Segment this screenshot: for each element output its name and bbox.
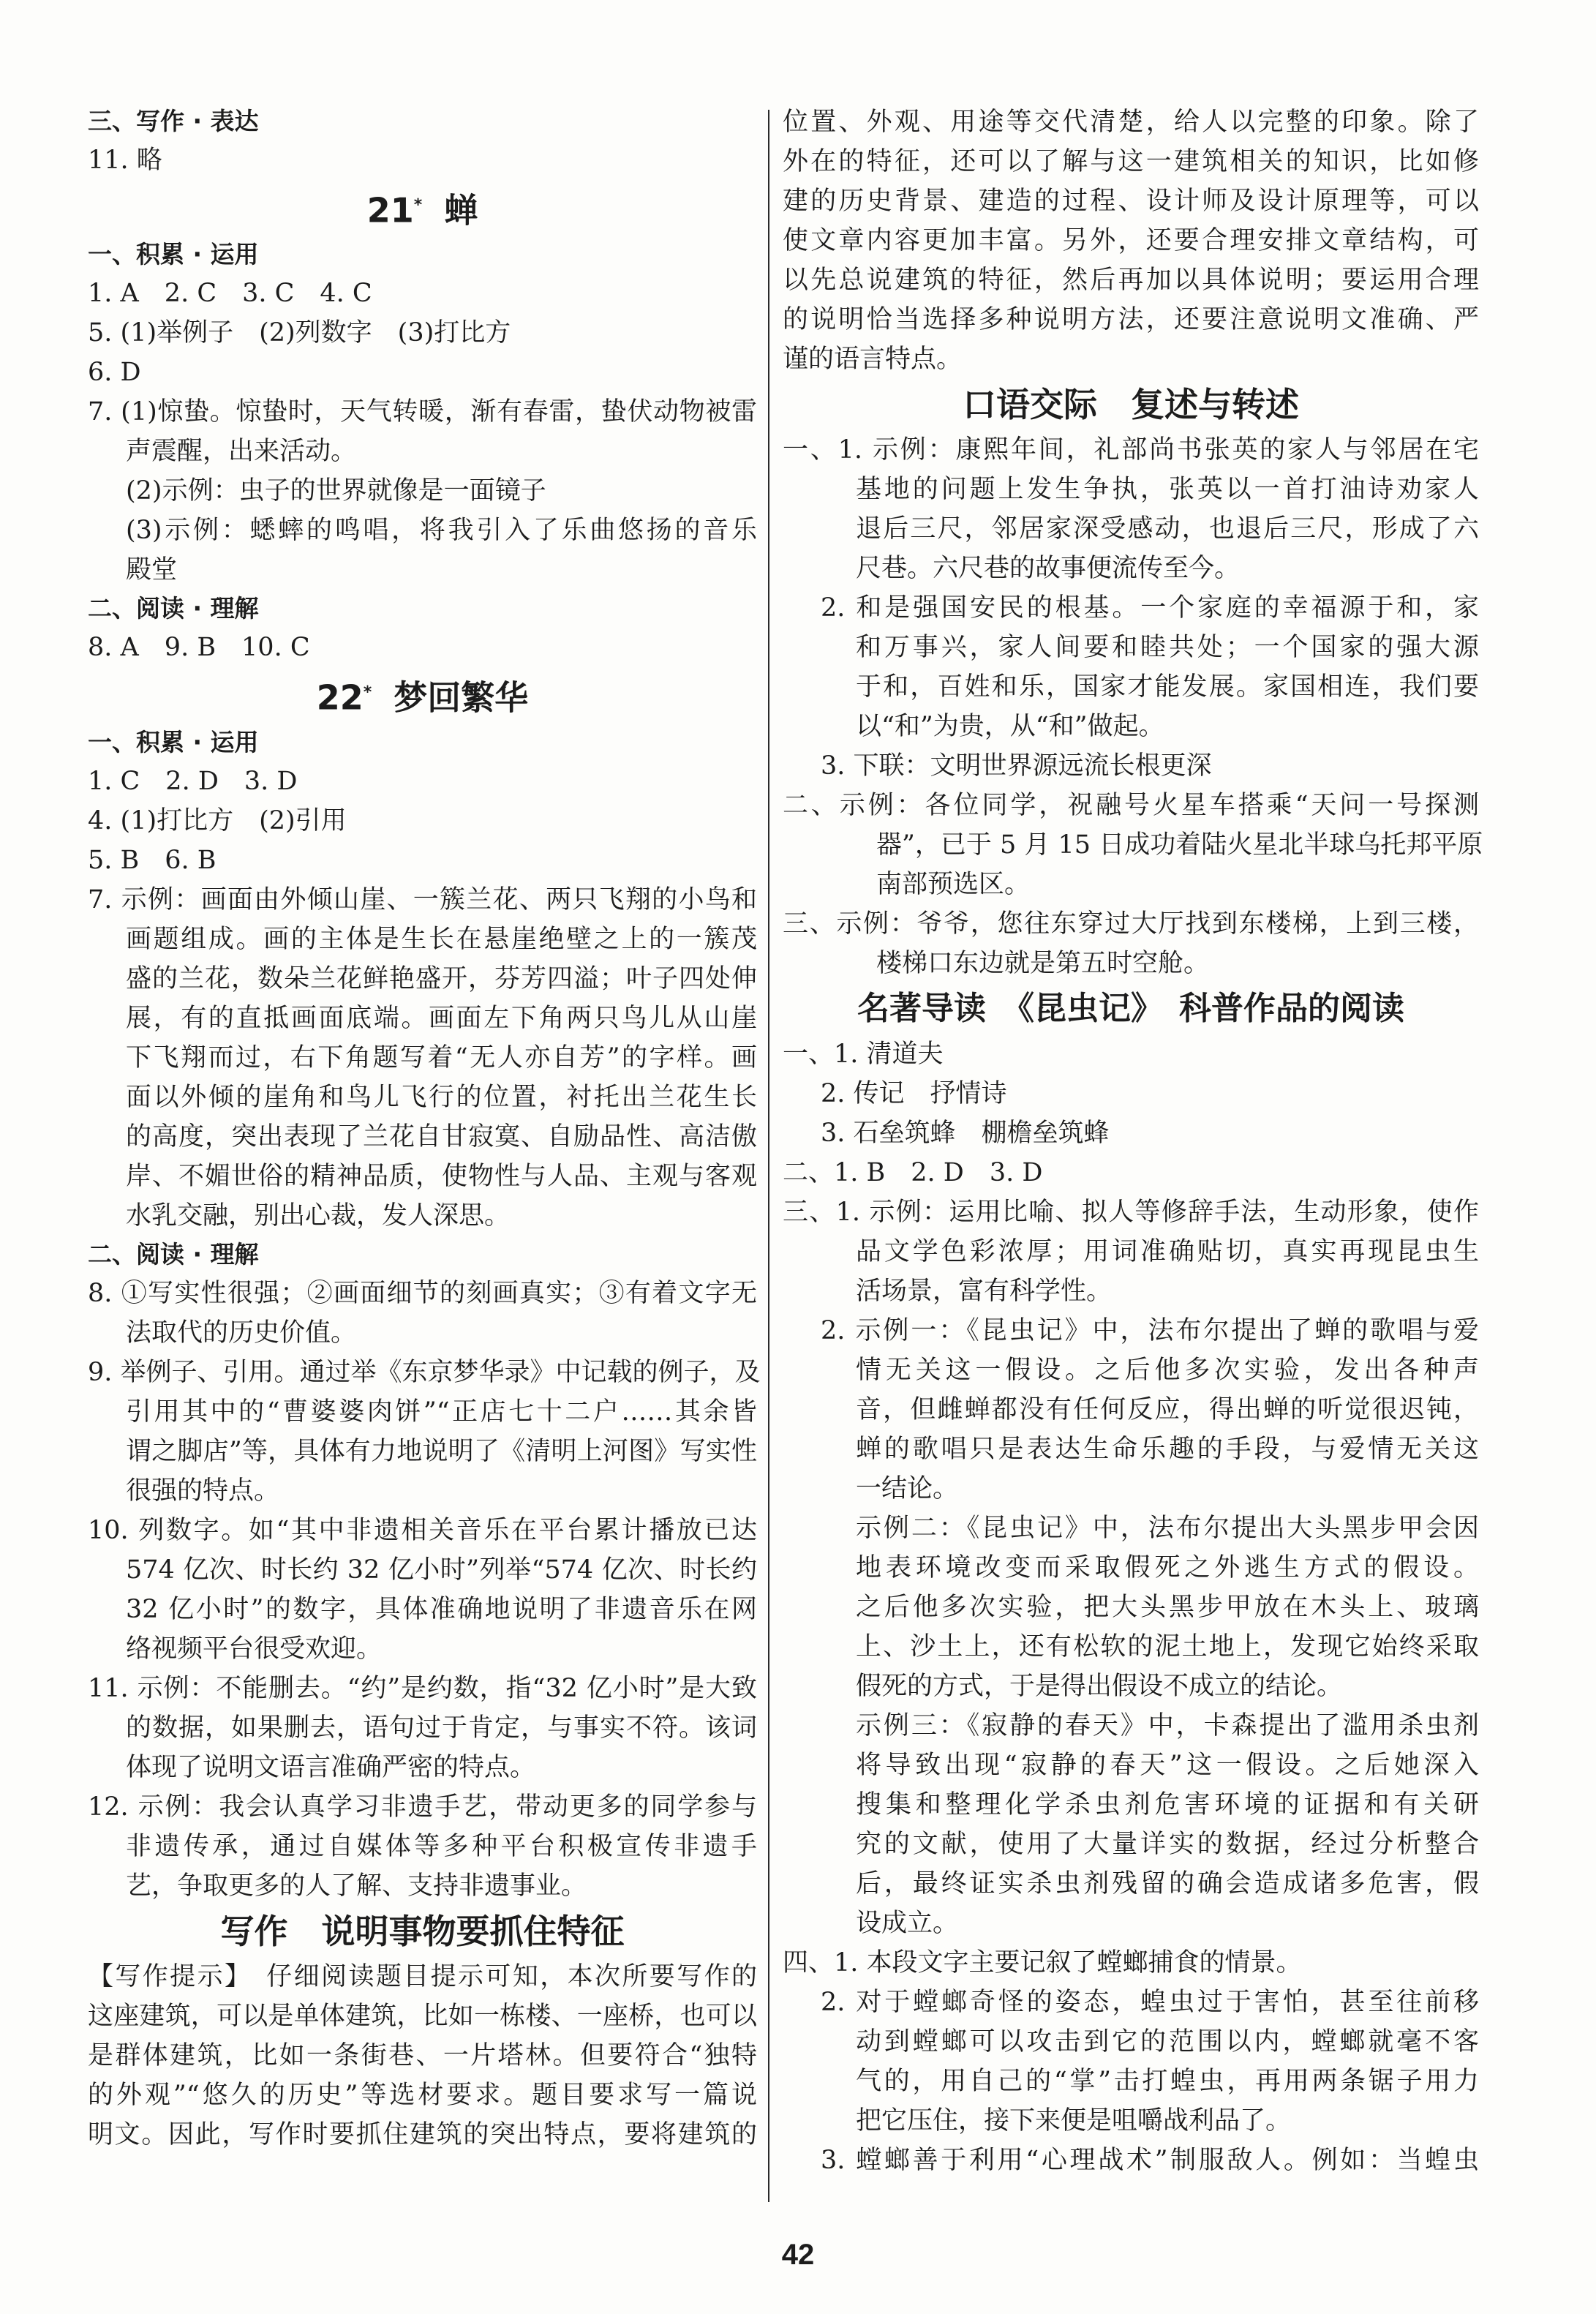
- lesson-name: 蝉: [444, 190, 478, 230]
- text-line: 情无关这一假设。之后他多次实验，发出各种声: [856, 1356, 1479, 1385]
- text-line: 艺，争取更多的人了解、支持非遗事业。: [126, 1871, 587, 1901]
- text-line: 声震醒，出来活动。: [126, 437, 357, 467]
- text-line: 音，但雌蝉都没有任何反应，得出蝉的听觉很迟钝，: [856, 1395, 1479, 1424]
- text-line: 非遗传承，通过自媒体等多种平台积极宣传非遗手: [126, 1831, 757, 1861]
- text-line: 楼梯口东边就是第五时空舱。: [876, 949, 1210, 978]
- text-line: 究的文献，使用了大量详实的数据，经过分析整合: [856, 1830, 1479, 1859]
- text-line: 的高度，突出表现了兰花自甘寂寞、自励品性、高洁傲: [126, 1122, 757, 1152]
- text-line: 法取代的历史价值。: [126, 1318, 357, 1348]
- lesson-name: 梦回繁华: [394, 677, 529, 718]
- section-heading: 一、积累 · 运用: [88, 727, 259, 756]
- text-line: 二、1. B 2. D 3. D: [783, 1158, 1043, 1187]
- text-line: 二、示例：各位同学，祝融号火星车搭乘“天问一号探测: [783, 791, 1479, 820]
- text-line: 体现了说明文语言准确严密的特点。: [126, 1752, 536, 1782]
- text-line: 络视频平台很受欢迎。: [126, 1634, 383, 1664]
- text-line: 的外观”“悠久的历史”等选材要求。题目要求写一篇说: [88, 2080, 757, 2110]
- text-line: 5. (1)举例子 (2)列数字 (3)打比方: [88, 318, 511, 348]
- lesson-title: [88, 667, 757, 723]
- text-line: 的说明恰当选择多种说明方法，还要注意说明文准确、严: [783, 305, 1479, 334]
- text-line: 2. 传记 抒情诗: [821, 1079, 1007, 1108]
- text-line: 建的历史背景、建造的过程、设计师及设计原理等，可以: [783, 187, 1479, 216]
- text-line: 外在的特征，还可以了解与这一建筑相关的知识，比如修: [783, 147, 1479, 176]
- text-line: 搜集和整理化学杀虫剂危害环境的证据和有关研: [856, 1790, 1479, 1819]
- text-line: (2)示例：虫子的世界就像是一面镜子: [126, 476, 546, 506]
- text-line: 水乳交融，别出心裁，发人深思。: [126, 1201, 511, 1231]
- text-line: 品文学色彩浓厚；用词准确贴切，真实再现昆虫生: [856, 1237, 1479, 1266]
- section-heading: 一、积累 · 运用: [88, 240, 259, 269]
- text-line: 一结论。: [856, 1474, 959, 1503]
- lesson-mark: *: [413, 196, 423, 214]
- text-line: 南部预选区。: [876, 870, 1031, 899]
- text-line: 4. (1)打比方 (2)引用: [88, 805, 347, 835]
- text-line: 地表环境改变而采取假死之外逃生方式的假设。: [856, 1553, 1479, 1582]
- text-line: 7. (1)惊蛰。惊蛰时，天气转暖，渐有春雷，蛰伏动物被雷: [88, 397, 757, 427]
- text-line: 殿堂: [126, 555, 178, 585]
- text-line: 3. 下联：文明世界源远流长根更深: [821, 751, 1212, 781]
- text-line: (3)示例：蟋蟀的鸣唱，将我引入了乐曲悠扬的音乐: [126, 516, 757, 546]
- text-line: 12. 示例：我会认真学习非遗手艺，带动更多的同学参与: [88, 1792, 757, 1822]
- text-line: 11. 略: [88, 146, 162, 175]
- text-line: 将导致出现“寂静的春天”这一假设。之后她深入: [856, 1751, 1479, 1780]
- page-number: 42: [781, 2239, 815, 2271]
- text-line: 基地的问题上发生争执，张英以一首打油诗劝家人: [856, 475, 1479, 504]
- text-line: 8. A 9. B 10. C: [88, 633, 310, 663]
- text-line: 退后三尺，邻居家深受感动，也退后三尺，形成了六: [856, 514, 1479, 544]
- text-line: 之后他多次实验，把大头黑步甲放在木头上、玻璃: [856, 1593, 1479, 1622]
- text-line: 10. 列数字。如“其中非遗相关音乐在平台累计播放已达: [88, 1515, 757, 1545]
- text-line: 示例二：《昆虫记》中，法布尔提出大头黑步甲会因: [856, 1514, 1479, 1543]
- text-line: 谓之脚店”等，具体有力地说明了《清明上河图》写实性: [126, 1436, 757, 1466]
- right-column: [783, 102, 1483, 2180]
- lesson-number: 22: [316, 677, 364, 718]
- text-line: 【写作提示】 仔细阅读题目提示可知，本次所要写作的: [88, 1961, 757, 1991]
- text-line: 盛的兰花，数朵兰花鲜艳盛开，芬芳四溢；叶子四处伸: [126, 963, 757, 993]
- text-line: 动到螳螂可以攻击到它的范围以内，螳螂就毫不客: [856, 2027, 1479, 2056]
- section-heading: 二、阅读 · 理解: [88, 1239, 259, 1269]
- section-heading: 二、阅读 · 理解: [88, 594, 259, 623]
- lesson-title: 名著导读 《昆虫记》 科普作品的阅读: [857, 990, 1404, 1027]
- text-line: 面以外倾的崖角和鸟儿飞行的位置，衬托出兰花生长: [126, 1082, 757, 1112]
- column-divider: [768, 110, 769, 2202]
- text-line: 示例三：《寂静的春天》中，卡森提出了滥用杀虫剂: [856, 1711, 1479, 1740]
- text-line: 的数据，如果删去，语句过于肯定，与事实不符。该词: [126, 1713, 757, 1743]
- text-line: 四、1. 本段文字主要记叙了螳螂捕食的情景。: [783, 1948, 1302, 1977]
- text-line: 三、示例：爷爷，您往东穿过大厅找到东楼梯，上到三楼，: [783, 909, 1479, 939]
- text-line: 谨的语言特点。: [783, 345, 963, 374]
- lesson-title: 口语交际 复述与转述: [963, 385, 1299, 424]
- text-line: 和万事兴，家人间要和睦共处；一个国家的强大源: [856, 633, 1479, 662]
- lesson-mark: *: [363, 683, 372, 702]
- text-line: 以“和”为贵，从“和”做起。: [856, 712, 1164, 741]
- text-line: 设成立。: [856, 1909, 959, 1938]
- text-line: 于和，百姓和乐，国家才能发展。家国相连，我们要: [856, 672, 1479, 702]
- text-line: 1. A 2. C 3. C 4. C: [88, 279, 372, 309]
- text-line: 是群体建筑，比如一条街巷、一片塔林。但要符合“独特: [88, 2040, 757, 2070]
- text-line: 很强的特点。: [126, 1476, 280, 1506]
- text-line: 一、1. 示例：康熙年间，礼部尚书张英的家人与邻居在宅: [783, 435, 1479, 465]
- text-line: 7. 示例：画面由外倾山崖、一簇兰花、两只飞翔的小鸟和: [88, 884, 757, 914]
- text-line: 引用其中的“曹婆婆肉饼”“正店七十二户……其余皆: [126, 1397, 757, 1427]
- text-line: 蝉的歌唱只是表达生命乐趣的手段，与爱情无关这: [856, 1435, 1479, 1464]
- text-line: 位置、外观、用途等交代清楚，给人以完整的印象。除了: [783, 108, 1479, 137]
- text-line: 9. 举例子、引用。通过举《东京梦华录》中记载的例子，及: [88, 1357, 761, 1387]
- text-line: 画题组成。画的主体是生长在悬崖绝壁之上的一簇茂: [126, 924, 757, 954]
- text-line: 上、沙土上，还有松软的泥土地上，发现它始终采取: [856, 1632, 1479, 1661]
- text-line: 三、1. 示例：运用比喻、拟人等修辞手法，生动形象，使作: [783, 1198, 1479, 1227]
- section-heading: 三、写作 · 表达: [88, 107, 259, 135]
- text-line: 假死的方式，于是得出假设不成立的结论。: [856, 1672, 1343, 1701]
- text-line: 下飞翔而过，右下角题写着“无人亦自芳”的字样。画: [126, 1043, 757, 1073]
- text-line: 气的，用自己的“掌”击打蝗虫，再用两条锯子用力: [856, 2067, 1479, 2096]
- lesson-title: [88, 180, 757, 236]
- text-line: 1. C 2. D 3. D: [88, 766, 298, 796]
- text-line: 一、1. 清道夫: [783, 1040, 944, 1069]
- text-line: 11. 示例：不能删去。“约”是约数，指“32 亿小时”是大致: [88, 1673, 757, 1703]
- text-line: 尺巷。六尺巷的故事便流传至今。: [856, 554, 1241, 583]
- left-column: [88, 102, 761, 2155]
- text-line: 使文章内容更加丰富。另外，还要合理安排文章结构，可: [783, 226, 1479, 255]
- text-line: 2. 和是强国安民的根基。一个家庭的幸福源于和，家: [821, 593, 1479, 623]
- text-line: 岸、不媚世俗的精神品质，使物性与人品、主观与客观: [126, 1161, 757, 1191]
- text-line: 把它压住，接下来便是咀嚼战利品了。: [856, 2106, 1292, 2135]
- text-line: 展，有的直抵画面底端。画面左下角两只鸟儿从山崖: [126, 1003, 757, 1033]
- lesson-number: 21: [366, 190, 414, 230]
- text-line: 器”，已于 5 月 15 日成功着陆火星北半球乌托邦平原: [876, 830, 1483, 860]
- text-line: 2. 示例一：《昆虫记》中，法布尔提出了蝉的歌唱与爱: [821, 1316, 1479, 1345]
- text-line: 574 亿次、时长约 32 亿小时”列举“574 亿次、时长约: [126, 1555, 757, 1585]
- text-line: 以先总说建筑的特征，然后再加以具体说明；要运用合理: [783, 266, 1479, 295]
- text-line: 5. B 6. B: [88, 845, 217, 875]
- text-line: 活场景，富有科学性。: [856, 1277, 1113, 1306]
- text-line: 8. ①写实性很强；②画面细节的刻画真实；③有着文字无: [88, 1278, 757, 1308]
- text-line: 2. 对于螳螂奇怪的姿态，蝗虫过于害怕，甚至往前移: [821, 1988, 1479, 2017]
- text-line: 后，最终证实杀虫剂残留的确会造成诸多危害，假: [856, 1869, 1479, 1898]
- text-line: 3. 石垒筑蜂 棚檐垒筑蜂: [821, 1119, 1110, 1148]
- text-line: 3. 螳螂善于利用“心理战术”制服敌人。例如：当蝗虫: [821, 2146, 1479, 2175]
- text-line: 6. D: [88, 358, 141, 388]
- text-line: 32 亿小时”的数字，具体准确地说明了非遗音乐在网: [126, 1594, 757, 1624]
- text-line: 这座建筑，可以是单体建筑，比如一栋楼、一座桥，也可以: [88, 2001, 757, 2031]
- lesson-title: 写作 说明事物要抓住特征: [220, 1911, 625, 1951]
- text-line: 明文。因此，写作时要抓住建筑的突出特点，要将建筑的: [88, 2119, 757, 2149]
